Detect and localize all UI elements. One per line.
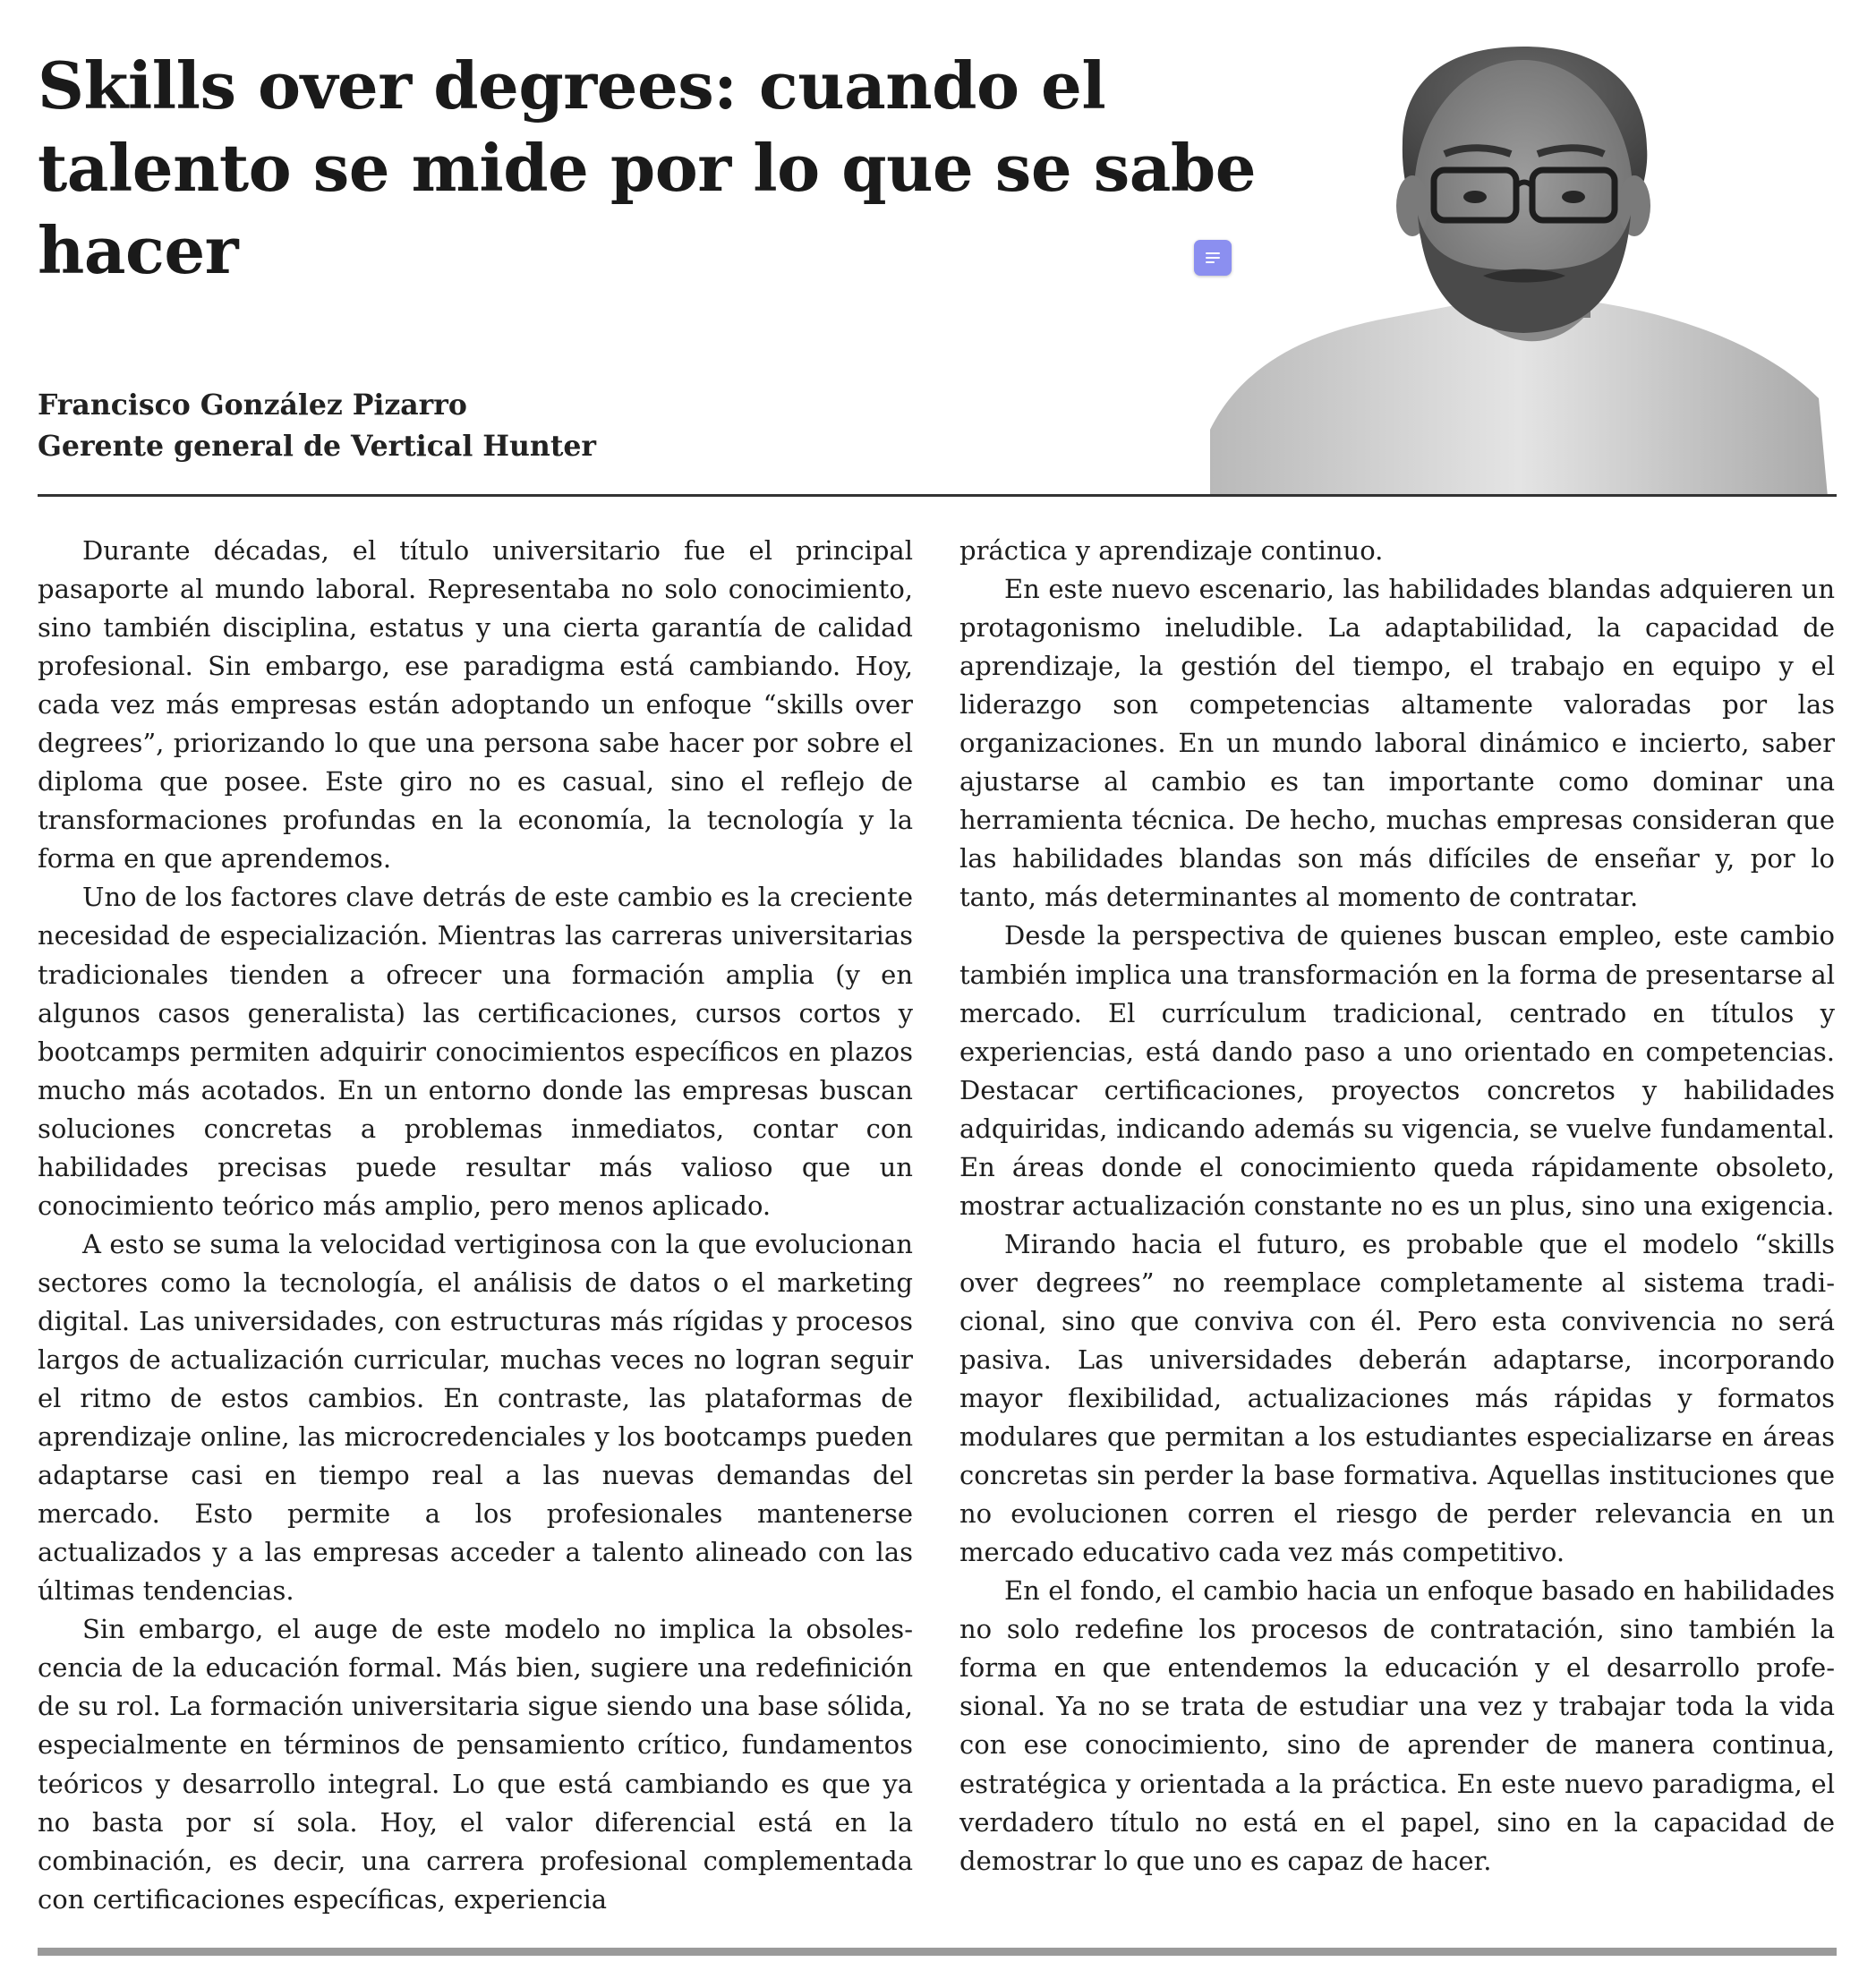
- paragraph: Mirando hacia el futuro, es probable que el modelo “skills over degrees” no reemplace completamente al sistema tradicional, sino que conviva con él. Pero esta convivencia no será pasiva. Las universidades deberán adaptarse, incorporando mayor flexibilidad, actualizaciones más rápidas y formatos modulares que permitan a los estudiantes especializarse en áreas concretas sin perder la base formativa. Aquellas instituciones que no evolucionen corren el riesgo de perder relevancia en un mercado educativo cada vez más competitivo.: [959, 1228, 1835, 1568]
- paragraph: A esto se suma la velocidad vertiginosa con la que evolucionan sectores como la tecnología, el análisis de datos o el marketing digital. Las universidades, con estructuras más rígidas y procesos largos de actualización curricular, muchas veces no logran seguir el ritmo de estos cambios. En contraste, las plataformas de aprendizaje online, las microcredenciales y los bootcamps pueden adaptarse casi en tiempo real a las nuevas demandas del mercado. Esto permite a los profesionales mantenerse actualizados y a las empresas acceder a talento alineado con las últimas tendencias.: [38, 1228, 913, 1607]
- header-divider: [38, 494, 1837, 497]
- author-photo: [1210, 36, 1837, 497]
- paragraph: En este nuevo escenario, las habilidades blandas adquieren un protagonismo ineludible. La adaptabilidad, la capacidad de aprendizaje, la gestión del tiempo, el trabajo en equipo y el liderazgo son competencias altamente valoradas por las organizaciones. En un mundo laboral dinámico e incierto, saber ajustarse al cambio es tan importante como dominar una herramienta técnica. De hecho, muchas empresas consideran que las habilidades blandas son más difíciles de enseñar y, por lo tanto, más determinantes al momento de contratar.: [959, 574, 1835, 913]
- paragraph: En el fondo, el cambio hacia un enfoque basado en habilidades no solo redefine los procesos de contratación, sino también la forma en que entendemos la educación y el desarrollo profesional. Ya no se trata de estudiar una vez y trabajar toda la vida con ese conocimiento, sino de aprender de manera continua, estratégica y orientada a la práctica. En este nuevo paradigma, el verdadero título no está en el papel, sino en la capacidad de demostrar lo que uno es capaz de hacer.: [959, 1575, 1835, 1876]
- footer-divider: [38, 1948, 1837, 1956]
- headline: Skills over degrees: cuando el talento se mide por lo que se sabe hacer: [38, 47, 1257, 288]
- paragraph-continuation: práctica y aprendizaje continuo.: [959, 535, 1384, 566]
- byline: [38, 385, 843, 467]
- paragraph: Desde la perspectiva de quienes buscan empleo, este cambio también implica una transformación en la forma de presentarse al mercado. El currículum tradicional, centrado en títulos y experiencias, está dando paso a uno orientado en competencias. Destacar certificaciones, proyectos concretos y habilidades adquiridas, indicando además su vigencia, se vuelve fundamental. En áreas donde el conocimiento queda rápidamente obsoleto, mostrar actualización constante no es un plus, sino una exigencia.: [959, 920, 1835, 1221]
- paragraph: Sin embargo, el auge de este modelo no implica la obsolescencia de la educación formal. Más bien, sugiere una redefinición de su rol. La formación universitaria sigue siendo una base sólida, especialmente en términos de pensamiento crítico, fundamentos teóricos y desarrollo integral. Lo que está cambiando es que ya no basta por sí sola. Hoy, el valor diferencial está en la combinación, es decir, una carrera profesional complementada con certificaciones específicas, experiencia: [38, 1614, 913, 1915]
- column-right: [959, 532, 1835, 1881]
- author-name: Francisco González Pizarro: [38, 388, 467, 422]
- paragraph: Uno de los factores clave detrás de este cambio es la creciente necesidad de especialización. Mientras las carreras universitarias tradicionales tienden a ofrecer una formación amplia (y en algunos casos generalista) las certificaciones, cursos cortos y bootcamps permiten adquirir conocimientos específicos en plazos mucho más acotados. En un entorno donde las empresas buscan soluciones concretas a problemas inmediatos, contar con habilidades precisas puede resultar más valioso que un conocimiento teórico más amplio, pero menos aplicado.: [38, 882, 913, 1221]
- author-role: Gerente general de Vertical Hunter: [38, 430, 597, 463]
- column-left: [38, 532, 913, 1919]
- paragraph: Durante décadas, el título universitario fue el principal pasaporte al mundo laboral. Representaba no solo conocimiento, sino también disciplina, estatus y una cierta garantía de calidad profesional. Sin embargo, ese paradigma está cambiando. Hoy, cada vez más empresas están adoptando un enfoque “skills over degrees”, priorizando lo que una persona sabe hacer por sobre el diploma que posee. Este giro no es casual, sino el reflejo de transformaciones profundas en la economía, la tecnología y la forma en que aprendemos.: [38, 535, 913, 874]
